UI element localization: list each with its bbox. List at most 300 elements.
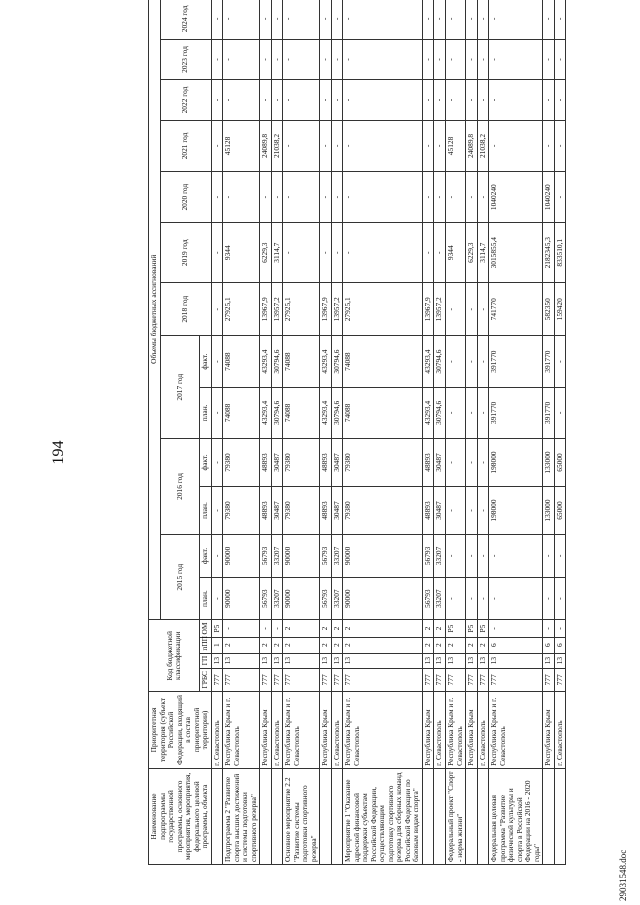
table-row [223, 0, 260, 865]
row-value-cell: - [422, 0, 434, 39]
row-gp-cell: 13 [543, 653, 555, 668]
row-value-cell: - [543, 535, 555, 578]
row-value-cell: 13957,2 [331, 283, 343, 336]
row-value-cell: 56793 [260, 535, 272, 578]
table-row [466, 0, 478, 865]
row-name-cell [422, 768, 434, 864]
row-value-cell: 13967,9 [422, 283, 434, 336]
row-value-cell: - [554, 535, 566, 578]
row-value-cell: - [445, 487, 465, 535]
row-territory-cell: Республика Крым и г. Севастополь [283, 692, 320, 769]
header-2016: 2016 год [160, 438, 200, 534]
row-name-cell [543, 768, 555, 864]
row-om-cell: - [489, 620, 543, 637]
row-value-cell: - [477, 535, 489, 578]
row-value-cell: 30487 [331, 438, 343, 486]
row-value-cell: 30794,6 [271, 336, 283, 387]
row-value-cell: - [320, 39, 332, 80]
row-value-cell: - [477, 387, 489, 438]
row-value-cell: - [211, 0, 223, 39]
row-grbs-cell: 777 [331, 668, 343, 691]
row-om-cell: Р5 [211, 620, 223, 637]
row-value-cell: 65000 [554, 438, 566, 486]
row-value-cell: - [331, 120, 343, 171]
row-value-cell: - [260, 39, 272, 80]
row-value-cell: 3015855,4 [489, 223, 543, 283]
row-gp-cell: 13 [260, 653, 272, 668]
row-gp-cell: 13 [477, 653, 489, 668]
row-value-cell: 33207 [271, 577, 283, 620]
row-value-cell: - [554, 387, 566, 438]
row-om-cell: 2 [422, 620, 434, 637]
row-npp-cell: 6 [554, 637, 566, 653]
row-value-cell: 30487 [434, 487, 446, 535]
row-om-cell: 2 [283, 620, 320, 637]
row-npp-cell: 1 [211, 637, 223, 653]
row-value-cell: - [343, 39, 423, 80]
row-value-cell: 33207 [271, 535, 283, 578]
row-value-cell: 43293,4 [422, 336, 434, 387]
row-name-cell [554, 768, 566, 864]
table-row [320, 0, 332, 865]
row-name-cell: Мероприятие 1 "Оказание адресной финансовой поддержки субъектам Российской Федерации, осуществляющим подготовку спортивного резерва для сборных команд Российской Федерации по базовым видам спорта" [343, 768, 423, 864]
row-value-cell: 43293,4 [260, 387, 272, 438]
row-value-cell: - [343, 0, 423, 39]
row-value-cell: 198000 [489, 438, 543, 486]
row-value-cell: 45128 [223, 120, 260, 171]
header-gp: ГП [200, 653, 212, 668]
row-territory-cell: Республика Крым [260, 692, 272, 769]
row-om-cell: Р5 [466, 620, 478, 637]
row-value-cell: - [466, 535, 478, 578]
row-value-cell: 79380 [223, 438, 260, 486]
row-value-cell: 21038,2 [271, 120, 283, 171]
row-grbs-cell: 777 [283, 668, 320, 691]
row-value-cell: - [477, 39, 489, 80]
row-value-cell: 391770 [543, 387, 555, 438]
header-2015-fact: факт. [200, 535, 212, 578]
row-value-cell: 1040240 [489, 172, 543, 223]
row-gp-cell: 13 [320, 653, 332, 668]
row-value-cell: 33207 [331, 535, 343, 578]
row-value-cell: - [489, 577, 543, 620]
row-gp-cell: 13 [271, 653, 283, 668]
row-value-cell: - [489, 535, 543, 578]
table-row [271, 0, 283, 865]
row-value-cell: - [434, 0, 446, 39]
row-grbs-cell: 777 [260, 668, 272, 691]
table-row [434, 0, 446, 865]
row-value-cell: - [445, 336, 465, 387]
row-value-cell: 48893 [320, 487, 332, 535]
row-value-cell: 33207 [331, 577, 343, 620]
row-om-cell: 2 [320, 620, 332, 637]
table-row [211, 0, 223, 865]
row-value-cell: 56793 [320, 535, 332, 578]
row-value-cell: - [320, 0, 332, 39]
row-value-cell: - [331, 172, 343, 223]
row-grbs-cell: 777 [554, 668, 566, 691]
header-2017-fact: факт. [200, 336, 212, 387]
budget-table [148, 0, 566, 865]
row-npp-cell: 6 [489, 637, 543, 653]
row-value-cell: 198000 [489, 487, 543, 535]
row-value-cell: - [211, 223, 223, 283]
row-npp-cell: 2 [283, 637, 320, 653]
row-grbs-cell: 777 [223, 668, 260, 691]
row-value-cell: - [422, 172, 434, 223]
row-value-cell: 13967,9 [260, 283, 272, 336]
row-grbs-cell: 777 [320, 668, 332, 691]
row-value-cell: - [445, 577, 465, 620]
row-value-cell: 90000 [343, 535, 423, 578]
header-name: Наименование подпрограммы государственной программы, основного мероприятия, мероприятия, федерального целевой программы, объекта [149, 768, 212, 864]
row-value-cell: - [211, 39, 223, 80]
row-value-cell: 30794,6 [331, 387, 343, 438]
table-row [260, 0, 272, 865]
row-value-cell: - [211, 336, 223, 387]
table-row [445, 0, 465, 865]
header-2015-plan: план. [200, 577, 212, 620]
table-row [343, 0, 423, 865]
row-value-cell: - [466, 577, 478, 620]
header-2017: 2017 год [160, 336, 200, 439]
row-value-cell: - [445, 172, 465, 223]
row-value-cell: - [223, 172, 260, 223]
row-value-cell: 79380 [223, 487, 260, 535]
row-value-cell: - [260, 80, 272, 121]
row-value-cell: - [554, 120, 566, 171]
row-npp-cell: 2 [260, 637, 272, 653]
row-gp-cell: 13 [466, 653, 478, 668]
header-2024: 2024 год [160, 0, 211, 39]
row-value-cell: - [211, 120, 223, 171]
row-value-cell: 74088 [283, 387, 320, 438]
row-value-cell: - [211, 283, 223, 336]
row-value-cell: - [331, 223, 343, 283]
row-value-cell: 56793 [260, 577, 272, 620]
row-value-cell: 33207 [434, 577, 446, 620]
row-value-cell: 90000 [343, 577, 423, 620]
row-om-cell: - [223, 620, 260, 637]
row-npp-cell: 2 [466, 637, 478, 653]
row-value-cell: - [466, 283, 478, 336]
header-npp: пПП [200, 637, 212, 653]
row-value-cell: 133000 [543, 438, 555, 486]
row-value-cell: 30487 [331, 487, 343, 535]
row-value-cell: 45128 [445, 120, 465, 171]
row-value-cell: 30487 [434, 438, 446, 486]
row-value-cell: 13967,9 [320, 283, 332, 336]
header-2021: 2021 год [160, 120, 211, 171]
row-value-cell: - [554, 577, 566, 620]
row-value-cell: - [477, 487, 489, 535]
row-value-cell: - [331, 0, 343, 39]
row-value-cell: - [466, 39, 478, 80]
row-territory-cell: г. Севастополь [477, 692, 489, 769]
header-2016-plan: план. [200, 487, 212, 535]
row-value-cell: 6229,3 [260, 223, 272, 283]
row-value-cell: - [271, 80, 283, 121]
row-value-cell: - [543, 120, 555, 171]
row-value-cell: 56793 [422, 577, 434, 620]
row-value-cell: 90000 [223, 535, 260, 578]
row-value-cell: 65000 [554, 487, 566, 535]
row-value-cell: 74088 [223, 387, 260, 438]
row-gp-cell: 13 [434, 653, 446, 668]
row-value-cell: - [554, 39, 566, 80]
table-row [331, 0, 343, 865]
row-value-cell: - [477, 336, 489, 387]
row-om-cell: - [271, 620, 283, 637]
row-value-cell: - [422, 223, 434, 283]
row-value-cell: - [434, 120, 446, 171]
header-2020: 2020 год [160, 172, 211, 223]
row-value-cell: 43293,4 [422, 387, 434, 438]
row-value-cell: - [554, 0, 566, 39]
row-value-cell: - [223, 39, 260, 80]
row-name-cell [477, 768, 489, 864]
row-value-cell: - [543, 39, 555, 80]
row-grbs-cell: 777 [211, 668, 223, 691]
row-grbs-cell: 777 [477, 668, 489, 691]
row-value-cell: - [271, 39, 283, 80]
row-value-cell: 27925,1 [283, 283, 320, 336]
row-value-cell: - [543, 80, 555, 121]
row-value-cell: - [489, 0, 543, 39]
row-value-cell: - [320, 120, 332, 171]
row-value-cell: - [283, 120, 320, 171]
row-name-cell [331, 768, 343, 864]
row-value-cell: 74088 [343, 336, 423, 387]
row-name-cell: Подпрограмма 2 "Развитие спорта высших достижений и системы подготовки спортивного резерва" [223, 768, 260, 864]
row-value-cell: - [211, 80, 223, 121]
row-npp-cell: 2 [320, 637, 332, 653]
row-value-cell: - [211, 438, 223, 486]
row-grbs-cell: 777 [543, 668, 555, 691]
row-territory-cell: Республика Крым и г. Севастополь [223, 692, 260, 769]
row-territory-cell: г. Севастополь [554, 692, 566, 769]
row-value-cell: - [223, 80, 260, 121]
row-value-cell: 79380 [343, 438, 423, 486]
row-value-cell: - [489, 39, 543, 80]
row-value-cell: - [320, 80, 332, 121]
row-npp-cell: 2 [271, 637, 283, 653]
row-gp-cell: 13 [445, 653, 465, 668]
row-value-cell: 133000 [543, 487, 555, 535]
row-value-cell: - [271, 172, 283, 223]
row-gp-cell: 13 [554, 653, 566, 668]
row-value-cell: - [466, 387, 478, 438]
row-npp-cell: 2 [477, 637, 489, 653]
row-value-cell: - [554, 80, 566, 121]
row-value-cell: - [477, 0, 489, 39]
row-value-cell: - [434, 39, 446, 80]
row-value-cell: 391770 [489, 387, 543, 438]
row-territory-cell: г. Севастополь [271, 692, 283, 769]
row-territory-cell: Республика Крым и г. Севастополь [343, 692, 423, 769]
row-value-cell: - [477, 577, 489, 620]
row-om-cell: 2 [343, 620, 423, 637]
row-value-cell: 30487 [271, 487, 283, 535]
row-grbs-cell: 777 [445, 668, 465, 691]
row-npp-cell: 2 [331, 637, 343, 653]
row-value-cell: - [445, 535, 465, 578]
row-value-cell: 391770 [543, 336, 555, 387]
row-value-cell: - [343, 172, 423, 223]
row-value-cell: 159420 [554, 283, 566, 336]
row-value-cell: 6229,3 [466, 223, 478, 283]
row-name-cell [320, 768, 332, 864]
row-value-cell: 741770 [489, 283, 543, 336]
row-om-cell: Р5 [477, 620, 489, 637]
row-value-cell: - [211, 387, 223, 438]
row-territory-cell: г. Севастополь [434, 692, 446, 769]
row-value-cell: - [477, 172, 489, 223]
row-value-cell: 13957,2 [271, 283, 283, 336]
row-value-cell: - [445, 283, 465, 336]
row-value-cell: 30487 [271, 438, 283, 486]
row-value-cell: 30794,6 [331, 336, 343, 387]
row-value-cell: - [331, 80, 343, 121]
row-gp-cell: 13 [343, 653, 423, 668]
row-value-cell: - [223, 0, 260, 39]
table-row [477, 0, 489, 865]
row-value-cell: 43293,4 [260, 336, 272, 387]
row-value-cell: 9344 [445, 223, 465, 283]
row-value-cell: - [477, 283, 489, 336]
row-name-cell [434, 768, 446, 864]
row-value-cell: - [445, 39, 465, 80]
row-grbs-cell: 777 [434, 668, 446, 691]
row-npp-cell: 2 [223, 637, 260, 653]
row-value-cell: 56793 [422, 535, 434, 578]
row-value-cell: 833510,1 [554, 223, 566, 283]
row-name-cell: Основное мероприятие 2.2 "Развитие системы подготовки спортивного резерва" [283, 768, 320, 864]
row-npp-cell: 2 [343, 637, 423, 653]
row-grbs-cell: 777 [489, 668, 543, 691]
row-npp-cell: 6 [543, 637, 555, 653]
row-value-cell: - [343, 223, 423, 283]
row-gp-cell: 13 [422, 653, 434, 668]
row-value-cell: - [283, 0, 320, 39]
table-body [211, 0, 566, 865]
row-value-cell: - [343, 120, 423, 171]
row-value-cell: - [445, 80, 465, 121]
row-value-cell: 74088 [223, 336, 260, 387]
row-value-cell: - [543, 577, 555, 620]
row-value-cell: - [477, 80, 489, 121]
row-value-cell: - [260, 0, 272, 39]
row-value-cell: - [434, 80, 446, 121]
row-name-cell [271, 768, 283, 864]
row-grbs-cell: 777 [422, 668, 434, 691]
row-value-cell: 2182345,3 [543, 223, 555, 283]
row-value-cell: - [260, 172, 272, 223]
row-value-cell: - [283, 80, 320, 121]
table-row [554, 0, 566, 865]
row-value-cell: - [271, 0, 283, 39]
row-value-cell: - [283, 223, 320, 283]
row-npp-cell: 2 [445, 637, 465, 653]
table-row [422, 0, 434, 865]
row-value-cell: 582350 [543, 283, 555, 336]
row-territory-cell: Республика Крым [466, 692, 478, 769]
row-value-cell: 13957,2 [434, 283, 446, 336]
row-value-cell: 79380 [283, 438, 320, 486]
header-2017-plan: план. [200, 387, 212, 438]
row-value-cell: 30794,6 [271, 387, 283, 438]
row-value-cell: 1040240 [543, 172, 555, 223]
row-grbs-cell: 777 [271, 668, 283, 691]
row-territory-cell: Республика Крым [543, 692, 555, 769]
row-om-cell: - [543, 620, 555, 637]
row-value-cell: - [466, 0, 478, 39]
row-value-cell: - [543, 0, 555, 39]
table-row [283, 0, 320, 865]
row-value-cell: 90000 [223, 577, 260, 620]
header-territory: Приоритетная территория (субъект Российской Федерации, входящий в состав приоритетной территории) [149, 692, 212, 769]
row-name-cell [211, 768, 223, 864]
row-value-cell: - [211, 172, 223, 223]
row-grbs-cell: 777 [343, 668, 423, 691]
row-value-cell: 74088 [283, 336, 320, 387]
row-territory-cell: Республика Крым [320, 692, 332, 769]
row-value-cell: 48893 [260, 438, 272, 486]
row-value-cell: 30794,6 [434, 336, 446, 387]
row-value-cell: - [445, 438, 465, 486]
row-npp-cell: 2 [434, 637, 446, 653]
row-value-cell: 43293,4 [320, 387, 332, 438]
row-value-cell: - [331, 39, 343, 80]
row-value-cell: 21038,2 [477, 120, 489, 171]
row-value-cell: 9344 [223, 223, 260, 283]
row-value-cell: - [211, 577, 223, 620]
header-2018: 2018 год [160, 283, 211, 336]
row-value-cell: - [343, 80, 423, 121]
row-value-cell: 33207 [434, 535, 446, 578]
row-value-cell: - [489, 80, 543, 121]
row-value-cell: 48893 [320, 438, 332, 486]
row-value-cell: - [466, 487, 478, 535]
row-value-cell: 3114,7 [477, 223, 489, 283]
row-value-cell: 79380 [283, 487, 320, 535]
row-value-cell: 56793 [320, 577, 332, 620]
row-grbs-cell: 777 [466, 668, 478, 691]
row-name-cell [466, 768, 478, 864]
row-gp-cell: 13 [211, 653, 223, 668]
row-om-cell: 2 [331, 620, 343, 637]
row-value-cell: 90000 [283, 535, 320, 578]
table-row [543, 0, 555, 865]
row-name-cell: Федеральный проект "Спорт - норма жизни" [445, 768, 465, 864]
row-om-cell: - [554, 620, 566, 637]
row-value-cell: 3114,7 [271, 223, 283, 283]
row-value-cell: - [554, 172, 566, 223]
row-value-cell: - [466, 438, 478, 486]
row-value-cell: - [422, 120, 434, 171]
row-gp-cell: 13 [283, 653, 320, 668]
row-territory-cell: Республика Крым [422, 692, 434, 769]
header-2023: 2023 год [160, 39, 211, 80]
row-value-cell: 48893 [422, 438, 434, 486]
row-value-cell: - [283, 172, 320, 223]
row-value-cell: - [466, 336, 478, 387]
page-number: 194 [50, 440, 67, 465]
header-grbs: ГРБС [200, 668, 212, 691]
row-value-cell: 79380 [343, 487, 423, 535]
row-value-cell: 391770 [489, 336, 543, 387]
